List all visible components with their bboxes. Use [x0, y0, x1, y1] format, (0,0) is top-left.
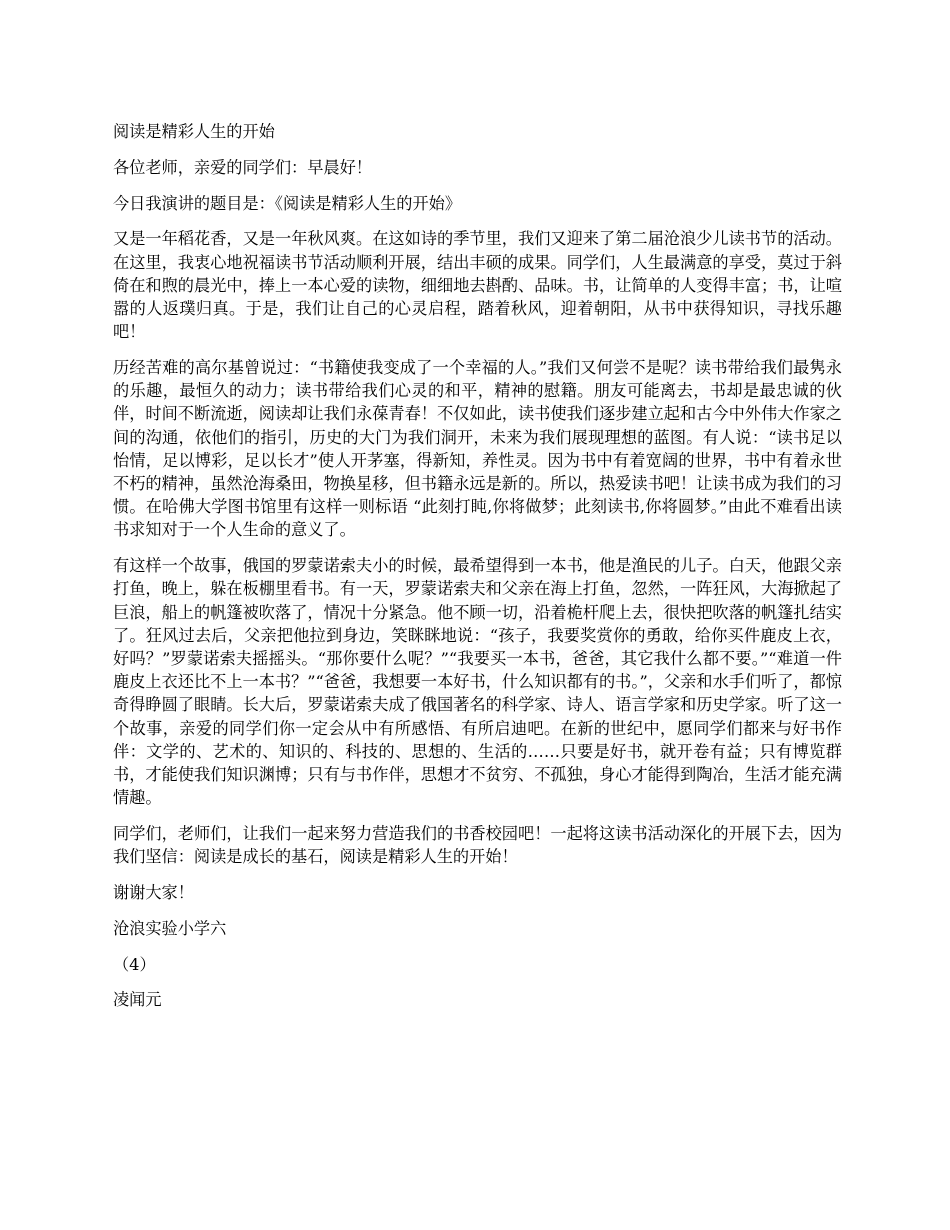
- body-paragraph: 又是一年稻花香，又是一年秋风爽。在这如诗的季节里，我们又迎来了第二届沧浪少儿读书节的活动。在这里，我衷心地祝福读书节活动顺利开展，结出丰硕的成果。同学们，人生最满意的享受，莫过于斜倚在和煦的晨光中，捧上一本心爱的读物，细细地去斟酌、品味。书，让简单的人变得丰富；书，让喧嚣的人返璞归真。于是，我们让自己的心灵启程，踏着秋风，迎着朝阳，从书中获得知识，寻找乐趣吧！: [113, 229, 842, 342]
- greeting: 各位老师，亲爱的同学们：早晨好！: [113, 157, 372, 177]
- class-number: （4）: [113, 954, 156, 974]
- speech-topic: 今日我演讲的题目是：《阅读是精彩人生的开始》: [113, 193, 462, 213]
- body-paragraph: 同学们，老师们，让我们一起来努力营造我们的书香校园吧！一起将这读书活动深化的开展下去，因为我们坚信：阅读是成长的基石，阅读是精彩人生的开始！: [113, 824, 842, 867]
- document-title: 阅读是精彩人生的开始: [113, 122, 275, 141]
- speaker-name: 凌闻元: [113, 990, 162, 1010]
- body-paragraph: 历经苦难的高尔基曾说过：“书籍使我变成了一个幸福的人。”我们又何尝不是呢？读书带给我们最隽永的乐趣，最恒久的动力；读书带给我们心灵的和平，精神的慰籍。朋友可能离去，书却是最忠诚的伙伴，时间不断流逝，阅读却让我们永葆青春！不仅如此，读书使我们逐步建立起和古今中外伟大作家之间的沟通，依他们的指引，历史的大门为我们洞开，未来为我们展现理想的蓝图。有人说：“读书足以怡情，足以博彩，足以长才”使人开茅塞，得新知，养性灵。因为书中有着宽阔的世界，书中有着永世不朽的精神，虽然沧海桑田，物换星移，但书籍永远是新的。所以，热爱读书吧！让读书成为我们的习惯。在哈佛大学图书馆里有这样一则标语 “此刻打盹,你将做梦；此刻读书,你将圆梦。”由此不难看出读书求知对于一个人生命的意义了。: [113, 358, 842, 540]
- document-page: [113, 120, 842, 1024]
- closing: 谢谢大家！: [113, 883, 194, 903]
- school-name: 沧浪实验小学六: [113, 918, 227, 938]
- body-paragraph: 有这样一个故事，俄国的罗蒙诺索夫小的时候，最希望得到一本书，他是渔民的儿子。白天，他跟父亲打鱼，晚上，躲在板棚里看书。有一天，罗蒙诺索夫和父亲在海上打鱼，忽然，一阵狂风，大海掀起了巨浪，船上的帆篷被吹落了，情况十分紧急。他不顾一切，沿着桅杆爬上去，很快把吹落的帆篷扎结实了。狂风过去后，父亲把他拉到身边，笑眯眯地说：“孩子，我要奖赏你的勇敢，给你买件鹿皮上衣，好吗？”罗蒙诺索夫摇摇头。“那你要什么呢？”“我要买一本书，爸爸，其它我什么都不要。”“难道一件鹿皮上衣还比不上一本书？”“爸爸，我想要一本好书，什么知识都有的书。”，父亲和水手们听了，都惊奇得睁圆了眼睛。长大后，罗蒙诺索夫成了俄国著名的科学家、诗人、语言学家和历史学家。听了这一个故事，亲爱的同学们你一定会从中有所感悟、有所启迪吧。在新的世纪中，愿同学们都来与好书作伴：文学的、艺术的、知识的、科技的、思想的、生活的……只要是好书，就开卷有益；只有博览群书，才能使我们知识渊博；只有与书作伴，思想才不贫穷、不孤独，身心才能得到陶冶，生活才能充满情趣。: [113, 556, 842, 808]
